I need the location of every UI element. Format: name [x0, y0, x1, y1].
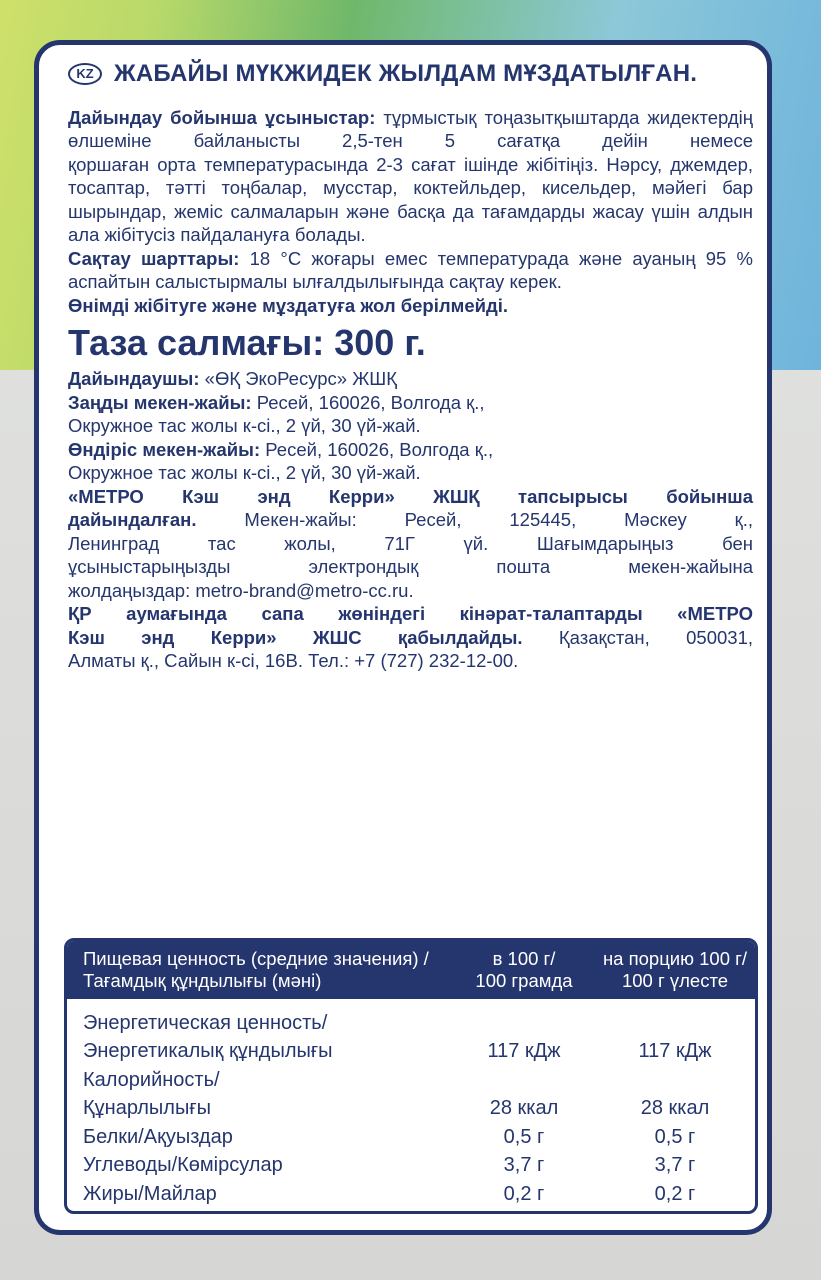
- order-label: «МЕТРО Кэш энд Керри» ЖШҚ тапсырысы бойынша: [68, 485, 753, 507]
- portion-value: 0,2 г: [654, 1182, 696, 1205]
- claims-line1: [68, 602, 753, 626]
- claims-line2: [68, 626, 753, 650]
- warning-text: [68, 294, 753, 318]
- header-per100-line2: 100 грамда: [475, 970, 573, 991]
- order-line3: Ленинград тас жолы, 71Г үй. Шағымдарыңыз бен: [68, 532, 753, 554]
- header-per100: [453, 948, 595, 992]
- prod-address-line: [68, 438, 753, 462]
- nutrient-name: Белки/Ақуыздар: [83, 1125, 233, 1148]
- table-row: [67, 1123, 755, 1152]
- order-line4: ұсыныстарыңызды электрондық пошта мекен-жайына: [68, 556, 753, 577]
- header-portion-line2: 100 г үлесте: [621, 970, 729, 991]
- nutrition-table: [64, 938, 758, 1214]
- legal-address-line: [68, 391, 753, 415]
- order-line5: жолдаңыздар: metro-brand@metro-cc.ru.: [68, 579, 414, 601]
- per100-value: 3,7 г: [503, 1154, 545, 1177]
- order-line1: [68, 485, 753, 509]
- manufacturer-line: [68, 367, 753, 391]
- nutrient-name: Жиры/Майлар: [83, 1182, 217, 1205]
- nutrient-name: Энергетическая ценность/: [83, 1011, 328, 1034]
- order-line2-rest: Мекен-жайы: Ресей, 125445, Мәскеу қ.,: [244, 509, 754, 530]
- manufacturer-label: Дайындаушы:: [68, 368, 200, 389]
- header-nutrient-line1: Пищевая ценность (средние значения) /: [83, 948, 429, 969]
- per100-value: 0,2 г: [503, 1182, 545, 1205]
- prep-text2: қоршаған орта температурасында 2-3 сағат ішінде жібітіңіз. Нәрсу, джемдер, тосаптар, тәтті тоңбалар, мусстар, коктейльдер, кисельдер, мәйегі бар шырындар, жеміс салмаларын және басқа да тағамдарды жасау үшін алдын ала жібітусіз пайдалануға болады.: [68, 153, 753, 245]
- storage-text: 18 °С жоғары емес температурада және ауаның 95 % аспайтын салыстырмалы ылғалдылығында сақтау керек.: [68, 247, 753, 292]
- header-per100-line1: в 100 г/: [492, 948, 556, 969]
- header-portion-line1: на порцию 100 г/: [602, 948, 748, 969]
- claims-line2-rest: Қазақстан, 050031,: [558, 626, 754, 648]
- claims-label2: Кэш энд Керри» ЖШС қабылдайды.: [68, 626, 523, 648]
- storage-label: Сақтау шарттары:: [68, 247, 240, 269]
- header-nutrient: [67, 948, 453, 992]
- table-row: [67, 1152, 755, 1181]
- per100-value: 117 кДж: [487, 1040, 561, 1063]
- kz-language-badge: KZ: [68, 63, 102, 85]
- manufacturer-value: «ӨҚ ЭкоРесурс» ЖШҚ: [204, 368, 398, 389]
- storage-paragraph: [68, 247, 753, 294]
- prep-text1: тұрмыстық тоңазытқыштарда жидектердің өлшеміне байланысты 2,5-тен 5 сағатқа дейін немесе: [68, 106, 753, 151]
- prod-address-value: Ресей, 160026, Волгода қ.,: [265, 438, 494, 460]
- order-line2: [68, 508, 753, 532]
- prod-address-label: Өндіріс мекен-жайы:: [68, 438, 261, 460]
- prep-paragraph-line1: [68, 106, 753, 153]
- nutrition-body: [67, 999, 755, 1209]
- portion-value: 28 ккал: [640, 1097, 710, 1120]
- portion-value: 3,7 г: [654, 1154, 696, 1177]
- per100-value: 28 ккал: [489, 1097, 559, 1120]
- label-text: [68, 62, 753, 673]
- claims-label1: ҚР аумағында сапа жөніндегі кінәрат-талаптарды «МЕТРО: [68, 603, 753, 624]
- title-row: [68, 62, 753, 86]
- table-row: [67, 1038, 755, 1067]
- portion-value: 117 кДж: [638, 1040, 712, 1063]
- prep-label: Дайындау бойынша ұсыныстар:: [68, 106, 376, 128]
- nutrient-name: Энергетикалық құндылығы: [83, 1040, 333, 1063]
- nutrient-name: Калорийность/: [83, 1068, 220, 1091]
- nutrient-name: Углеводы/Көмірсулар: [83, 1154, 283, 1177]
- legal-address-value: Ресей, 160026, Волгода қ.,: [256, 391, 485, 413]
- net-weight: Таза салмағы: 300 г.: [68, 322, 426, 363]
- nutrient-name: Құнарлылығы: [83, 1097, 212, 1120]
- table-row: [67, 1180, 755, 1209]
- header-nutrient-line2: Тағамдық құндылығы (мәні): [83, 970, 322, 991]
- claims-line3: Алматы қ., Сайын к-сі, 16В. Тел.: +7 (727) 232-12-00.: [68, 650, 519, 671]
- order-label2: дайындалған.: [68, 509, 197, 530]
- portion-value: 0,5 г: [654, 1125, 696, 1148]
- header-portion: [595, 948, 755, 992]
- nutrition-header: [67, 941, 755, 999]
- table-row: [67, 1066, 755, 1095]
- product-title: ЖАБАЙЫ МҮКЖИДЕК ЖЫЛДАМ МҰЗДАТЫЛҒАН.: [114, 60, 698, 87]
- warning-bold: Өнімді жібітуге және мұздатуға жол берілмейді.: [68, 294, 508, 316]
- per100-value: 0,5 г: [503, 1125, 545, 1148]
- prep-paragraph-rest: [68, 153, 753, 247]
- legal-address-label: Заңды мекен-жайы:: [68, 391, 252, 413]
- table-row: [67, 1009, 755, 1038]
- prod-address-line2: Окружное тас жолы к-сі., 2 үй, 30 үй-жай.: [68, 462, 421, 483]
- legal-address-line2: Окружное тас жолы к-сі., 2 үй, 30 үй-жай.: [68, 415, 421, 436]
- table-row: [67, 1095, 755, 1124]
